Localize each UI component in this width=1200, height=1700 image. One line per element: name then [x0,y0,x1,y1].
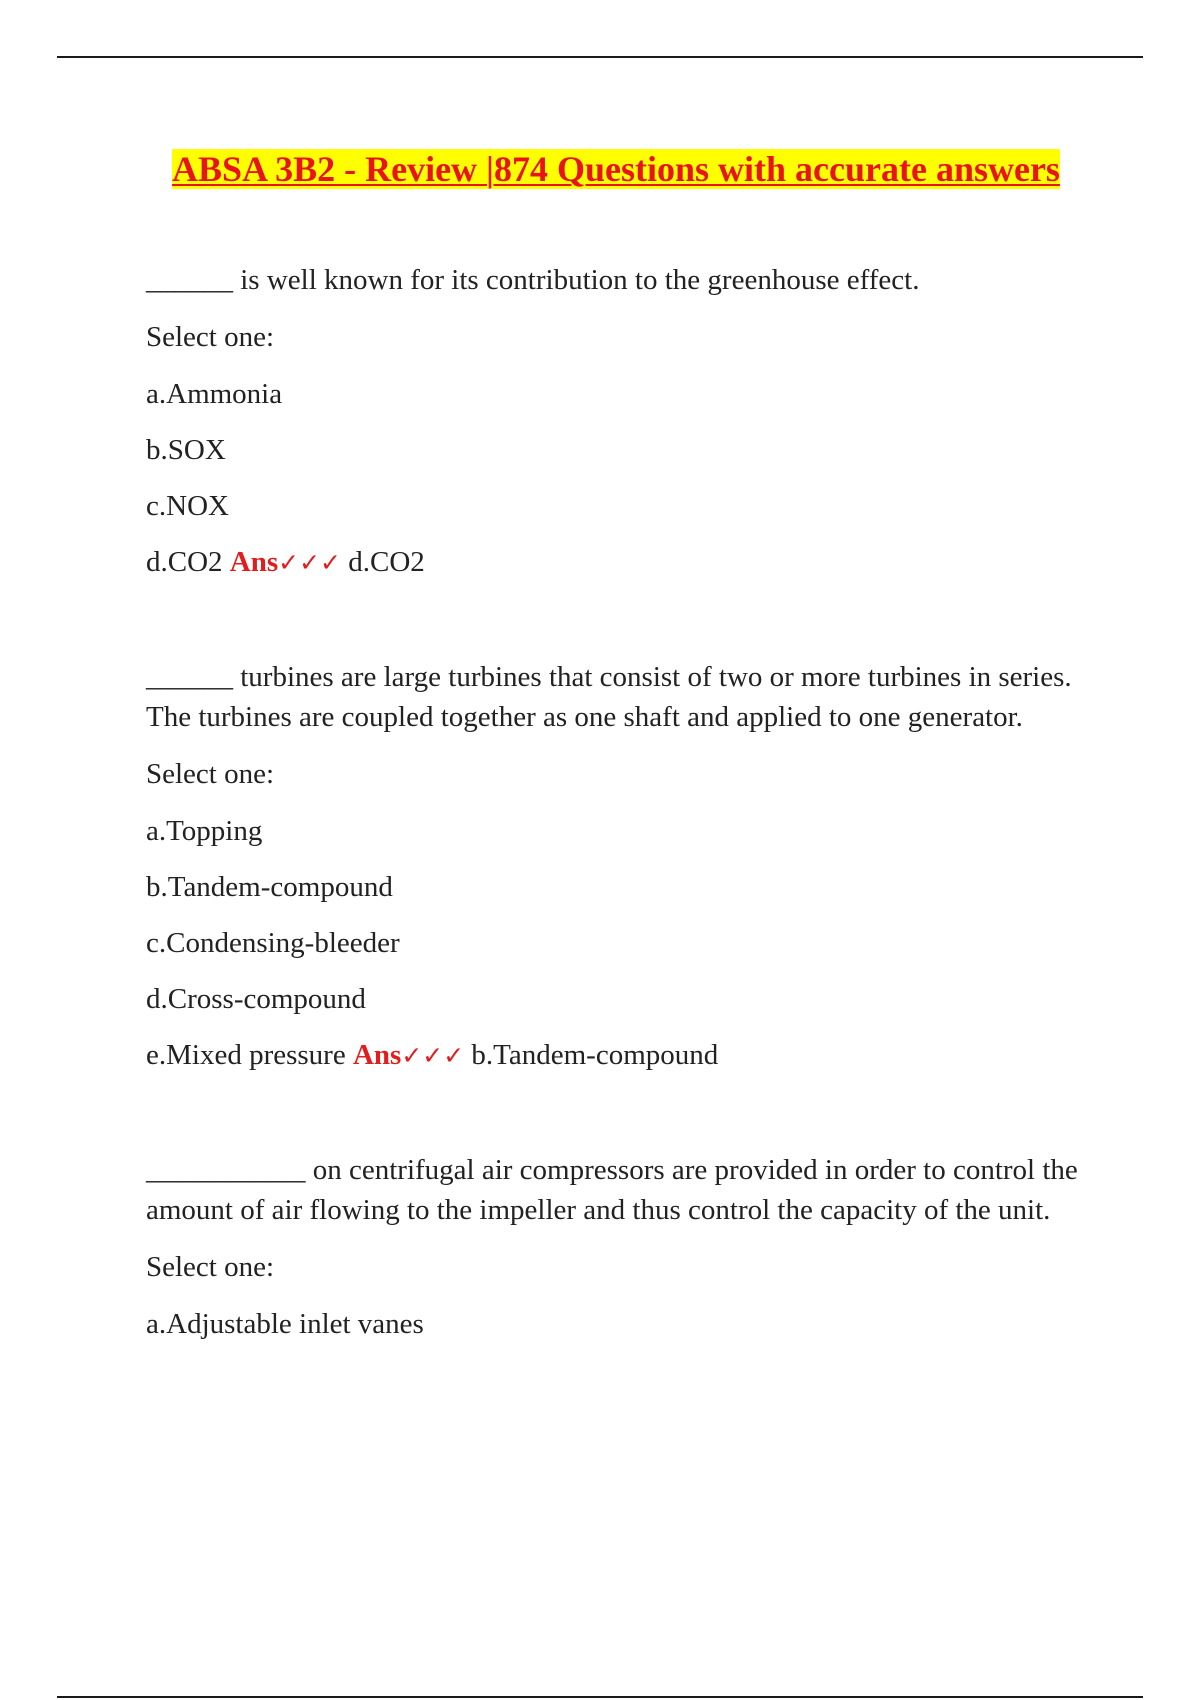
answer-option-with-key [146,542,1086,583]
correct-answer: d.CO2 [348,546,425,578]
document-title-text: ABSA 3B2 - Review |874 Questions with accurate answers [172,149,1060,189]
answer-option: b.SOX [146,434,226,466]
answer-option: a.Ammonia [146,378,283,410]
question-block [146,657,1086,1076]
answer-option-with-key [146,1035,1086,1076]
answer-option: a.Adjustable inlet vanes [146,1308,424,1340]
answer-option: a.Topping [146,815,263,847]
answer-option: d.Cross-compound [146,983,366,1015]
document-body [146,260,1086,1360]
top-rule [57,56,1143,58]
answer-option: c.Condensing-bleeder [146,927,400,959]
select-one-label: Select one: [146,1251,275,1283]
select-one-label: Select one: [146,758,275,790]
question-spacer [146,1092,1086,1150]
answer-option-text: d.CO2 [146,546,223,578]
bottom-rule [57,1696,1143,1698]
answer-option: b.Tandem-compound [146,871,393,903]
answer-label: Ans [352,1039,402,1071]
document-title [150,143,1082,195]
answer-option-text: e.Mixed pressure [146,1039,346,1071]
question-stem: ______ turbines are large turbines that consist of two or more turbines in series. The turbines are coupled together as one shaft and applied to one generator. [146,661,1072,733]
question-stem: ___________ on centrifugal air compressors are provided in order to control the amount of air flowing to the impeller and thus control the capacity of the unit. [146,1154,1078,1226]
question-block [146,260,1086,583]
answer-label: Ans [229,546,279,578]
question-block [146,1150,1086,1344]
answer-option: c.NOX [146,490,229,522]
question-spacer [146,599,1086,657]
select-one-label: Select one: [146,321,275,353]
check-marks-icon: ✓✓✓ [401,1041,465,1070]
check-marks-icon: ✓✓✓ [278,548,341,577]
question-stem: ______ is well known for its contribution to the greenhouse effect. [146,264,920,296]
correct-answer: b.Tandem-compound [471,1039,719,1071]
